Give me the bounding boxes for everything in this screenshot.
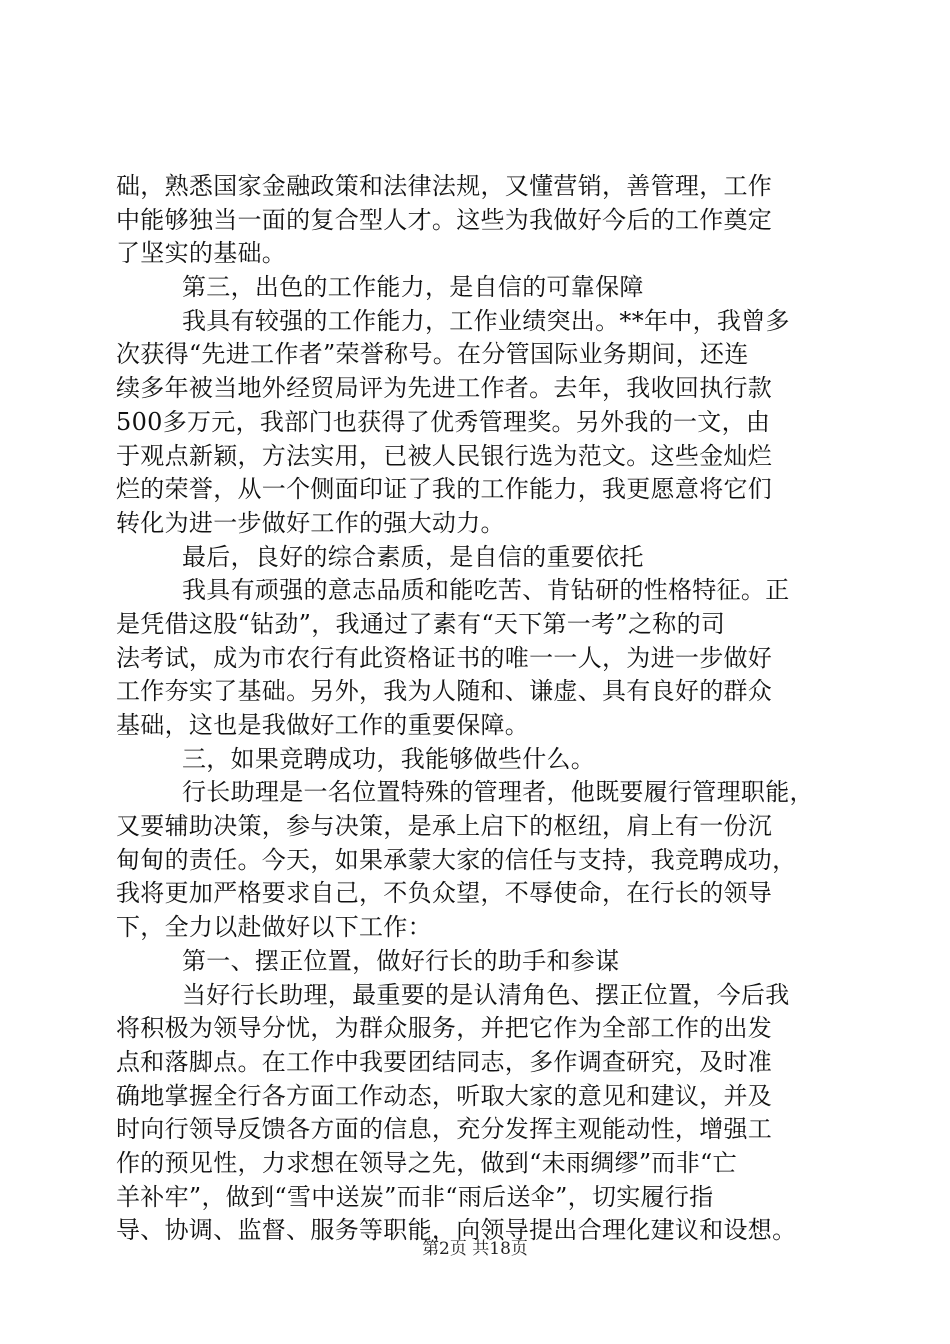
text-line: 基础，这也是我做好工作的重要保障。: [116, 711, 530, 739]
text-line: 下，全力以赴做好以下工作：: [116, 913, 432, 942]
page-number: 第2页 共18页: [422, 1239, 528, 1259]
text-line: 又要辅助决策，参与决策，是承上启下的枢纽，肩上有一份沉: [116, 812, 773, 841]
text-line: 转化为进一步做好工作的强大动力。: [116, 508, 505, 537]
text-line: 于观点新颖，方法实用，已被人民银行选为范文。这些金灿烂: [116, 441, 773, 470]
text-line: 作的预见性，力求想在领导之先，做到“未雨绸缪”而非“亡: [116, 1148, 737, 1177]
text-line: 我具有较强的工作能力，工作业绩突出。**年中，我曾多: [182, 306, 790, 335]
text-line: 了坚实的基础。: [116, 239, 287, 268]
text-line: 甸甸的责任。今天，如果承蒙大家的信任与支持，我竞聘成功，: [116, 845, 797, 874]
section-heading: 最后，良好的综合素质，是自信的重要依托: [182, 542, 644, 571]
text-line: 将积极为领导分忧，为群众服务，并把它作为全部工作的出发: [116, 1014, 773, 1043]
text-line: 是凭借这股“钻劲”，我通过了素有“天下第一考”之称的司: [116, 609, 726, 638]
text-line: 时向行领导反馈各方面的信息，充分发挥主观能动性，增强工: [116, 1115, 773, 1144]
text-line: 续多年被当地外经贸局评为先进工作者。去年，我收回执行款: [116, 374, 773, 403]
text-line: 当好行长助理，最重要的是认清角色、摆正位置，今后我: [182, 980, 790, 1009]
text-line: 中能够独当一面的复合型人才。这些为我做好今后的工作奠定: [116, 205, 773, 234]
section-heading: 三，如果竞聘成功，我能够做些什么。: [182, 744, 596, 773]
text-line: 确地掌握全行各方面工作动态，听取大家的意见和建议，并及: [116, 1081, 773, 1110]
text-line: 法考试，成为市农行有此资格证书的唯一一人，为进一步做好: [116, 643, 773, 672]
text-line: 羊补牢”，做到“雪中送炭”而非“雨后送伞”，切实履行指: [116, 1182, 714, 1211]
text-line: 烂的荣誉，从一个侧面印证了我的工作能力，我更愿意将它们: [116, 475, 773, 504]
text-line: 行长助理是一名位置特殊的管理者，他既要履行管理职能，: [182, 778, 814, 807]
text-line: 我具有顽强的意志品质和能吃苦、肯钻研的性格特征。正: [182, 576, 790, 605]
section-heading: 第三，出色的工作能力，是自信的可靠保障: [182, 273, 644, 302]
text-line: 500多万元，我部门也获得了优秀管理奖。另外我的一文，由: [116, 407, 771, 436]
text-line: 工作夯实了基础。另外，我为人随和、谦虚、具有良好的群众: [116, 677, 773, 706]
text-line: 点和落脚点。在工作中我要团结同志，多作调查研究，及时准: [116, 1047, 773, 1076]
text-line: 导、协调、监督、服务等职能，向领导提出合理化建议和设想。: [116, 1216, 797, 1245]
text-line: 次获得“先进工作者”荣誉称号。在分管国际业务期间，还连: [116, 340, 749, 369]
text-line: 础，熟悉国家金融政策和法律法规，又懂营销，善管理，工作: [116, 172, 773, 200]
section-heading: 第一、摆正位置，做好行长的助手和参谋: [182, 946, 620, 975]
document-body: [116, 170, 846, 1248]
text-line: 我将更加严格要求自己，不负众望，不辱使命，在行长的领导: [116, 879, 773, 908]
